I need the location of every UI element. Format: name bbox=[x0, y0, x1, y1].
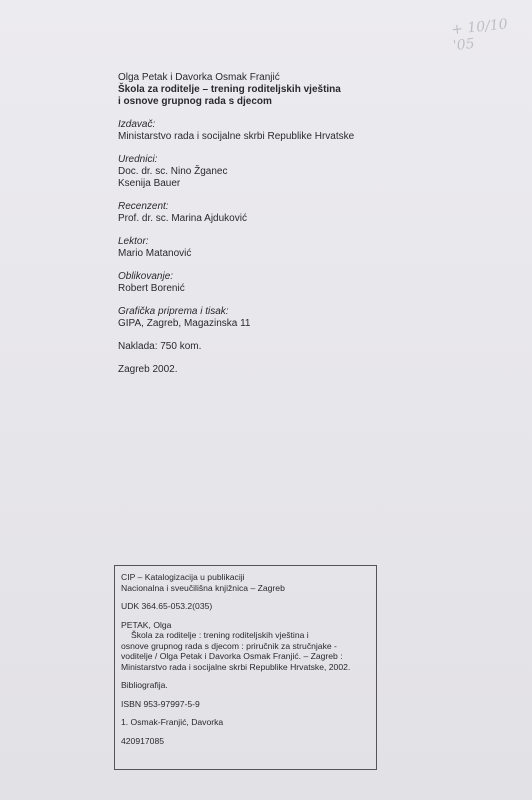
lector-label: Lektor: bbox=[118, 236, 149, 247]
reviewer-label: Recenzent: bbox=[118, 201, 169, 212]
book-title-line2: i osnove grupnog rada s djecom bbox=[118, 96, 272, 107]
cip-udk: UDK 364.65-053.2(035) bbox=[121, 601, 213, 611]
editors-label: Urednici: bbox=[118, 154, 158, 165]
publisher-label: Izdavač: bbox=[118, 119, 156, 130]
authors: Olga Petak i Davorka Osmak Franjić bbox=[118, 72, 280, 83]
cip-isbn: ISBN 953-97997-5-9 bbox=[121, 698, 200, 709]
editor-2: Ksenija Bauer bbox=[118, 178, 181, 189]
edition-size: Naklada: 750 kom. bbox=[118, 341, 202, 352]
handwritten-note: + 10/10 '05 bbox=[450, 16, 509, 55]
cip-library: Nacionalna i sveučilišna knjižnica – Zagreb bbox=[121, 582, 285, 593]
cip-description-line3: voditelje / Olga Petak i Davorka Osmak Franjić. – Zagreb : bbox=[121, 651, 343, 661]
cip-record-box bbox=[114, 565, 377, 770]
designer: Robert Borenić bbox=[118, 283, 185, 294]
lector: Mario Matanović bbox=[118, 248, 192, 259]
printer: GIPA, Zagreb, Magazinska 11 bbox=[118, 318, 251, 329]
cip-heading: CIP – Katalogizacija u publikaciji bbox=[121, 572, 245, 582]
print-label: Grafička priprema i tisak: bbox=[118, 306, 229, 317]
credits-block bbox=[118, 72, 458, 376]
editor-1: Doc. dr. sc. Nino Žganec bbox=[118, 166, 228, 177]
book-title-line1: Škola za roditelje – trening roditeljskih vještina bbox=[118, 84, 341, 95]
cip-description-line2: osnove grupnog rada s djecom : priručnik za stručnjake - bbox=[121, 640, 337, 651]
place-year: Zagreb 2002. bbox=[118, 364, 178, 375]
cip-number: 420917085 bbox=[121, 735, 165, 746]
design-label: Oblikovanje: bbox=[118, 271, 174, 282]
cip-description-line4: Ministarstvo rada i socijalne skrbi Republike Hrvatske, 2002. bbox=[121, 661, 351, 672]
publisher: Ministarstvo rada i socijalne skrbi Republike Hrvatske bbox=[118, 131, 355, 142]
cip-author: PETAK, Olga bbox=[121, 619, 172, 630]
cip-bibliography: Bibliografija. bbox=[121, 680, 168, 690]
cip-added-entry: 1. Osmak-Franjić, Davorka bbox=[121, 717, 224, 727]
reviewer: Prof. dr. sc. Marina Ajduković bbox=[118, 213, 247, 224]
cip-description-line1: Škola za roditelje : trening roditeljskih vještina i bbox=[131, 630, 309, 640]
